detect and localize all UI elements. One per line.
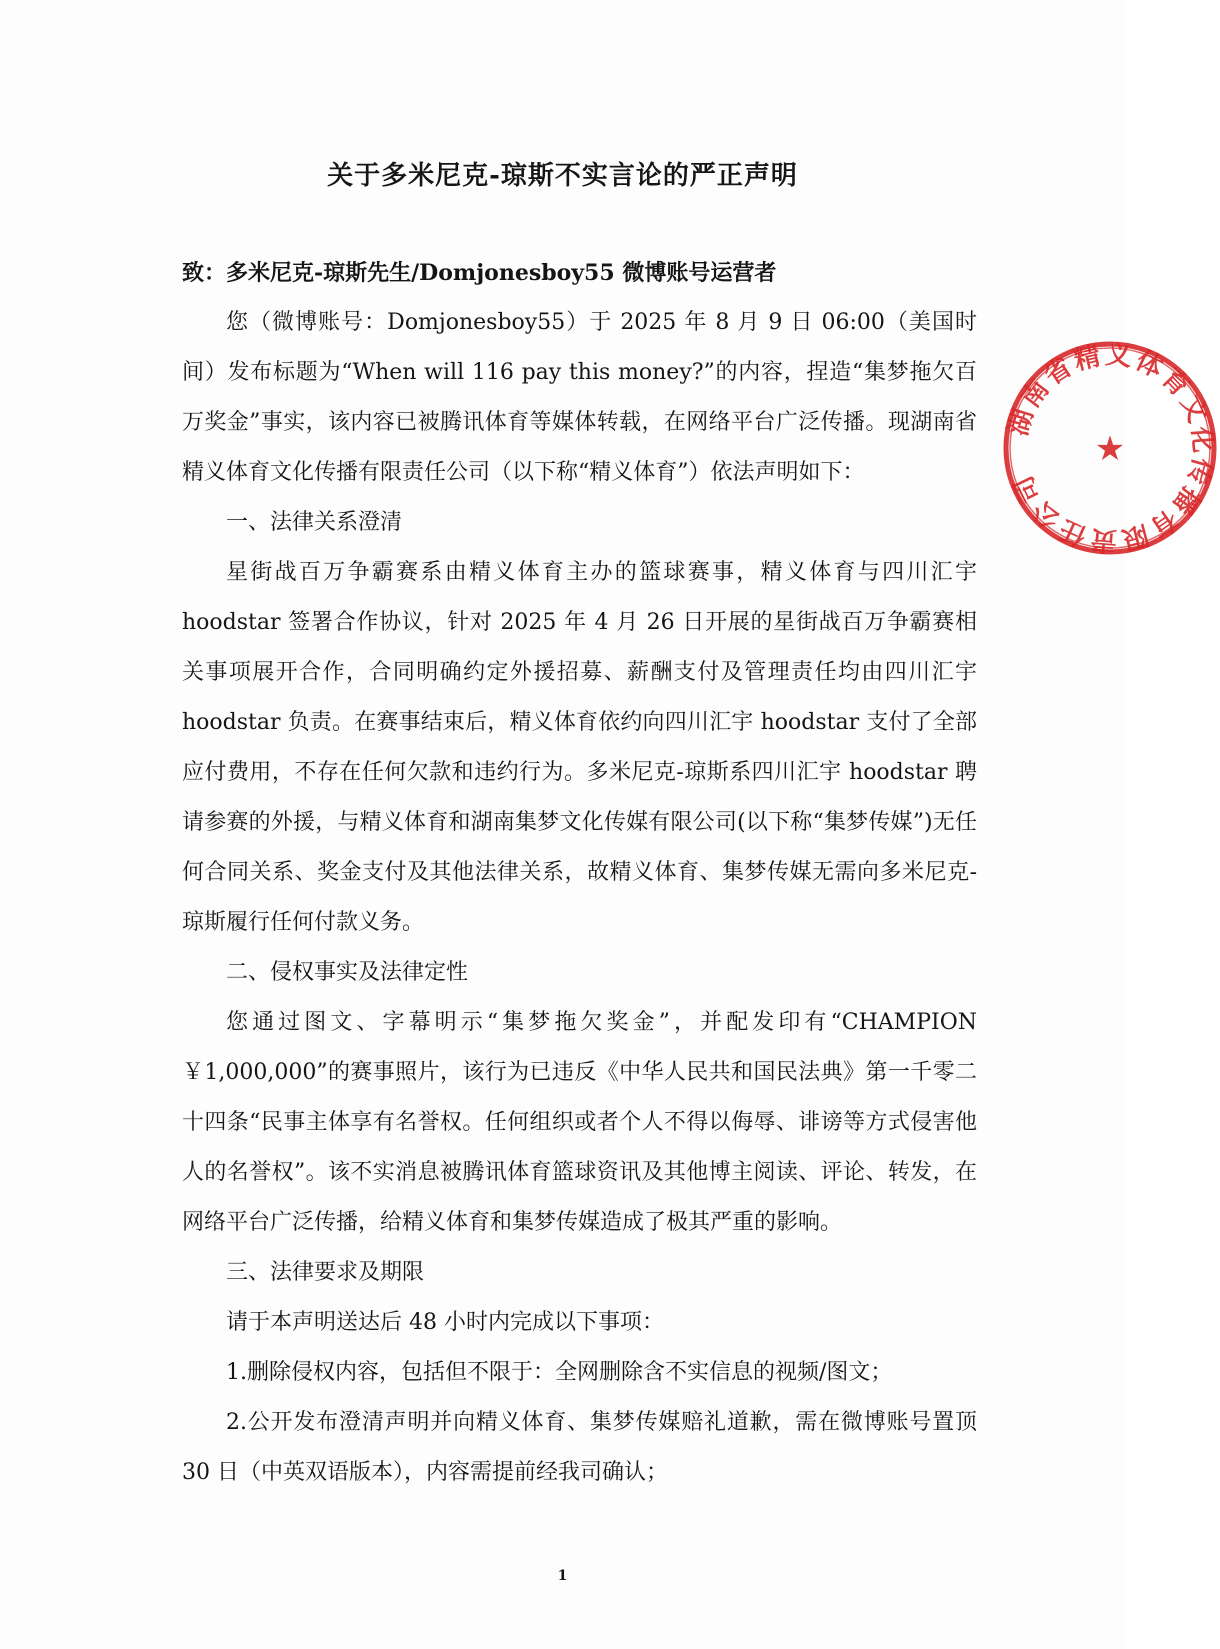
document-body (182, 248, 977, 1498)
company-seal-icon (1000, 338, 1220, 558)
seal-text: 湖南省精义体育文化传播有限责任公司 (1003, 340, 1218, 556)
section1-paragraph: 星街战百万争霸赛系由精义体育主办的篮球赛事，精义体育与四川汇宇 hoodstar 签署合作协议，针对 2025 年 4 月 26 日开展的星街战百万争霸赛相关事项展开合作，合同明确约定外援招募、薪酬支付及管理责任均由四川汇宇 hoodstar 负责。在赛事结束后，精义体育依约向四川汇宇 hoodstar 支付了全部应付费用，不存在任何欠款和违约行为。多米尼克-琼斯系四川汇宇 hoodstar 聘请参赛的外援，与精义体育和湖南集梦文化传媒有限公司(以下称“集梦传媒”)无任何合同关系、奖金支付及其他法律关系，故精义体育、集梦传媒无需向多米尼克-琼斯履行任何付款义务。 (182, 560, 977, 935)
requirement-item-2: 2.公开发布澄清声明并向精义体育、集梦传媒赔礼道歉，需在微博账号置顶 30 日（中英双语版本），内容需提前经我司确认； (182, 1410, 977, 1485)
seal-star-icon: ★ (1094, 429, 1126, 469)
section2-heading: 二、侵权事实及法律定性 (226, 960, 469, 985)
page-number: 1 (557, 1568, 568, 1584)
section1-heading: 一、法律关系澄清 (226, 510, 403, 535)
addressee-line: 致：多米尼克-琼斯先生/Domjonesboy55 微博账号运营者 (182, 260, 777, 286)
requirement-item-1: 1.删除侵权内容，包括但不限于：全网删除含不实信息的视频/图文； (226, 1360, 893, 1385)
intro-paragraph: 您（微博账号：Domjonesboy55）于 2025 年 8 月 9 日 06:00（美国时间）发布标题为“When will 116 pay this money?”的内容，捏造“集梦拖欠百万奖金”事实，该内容已被腾讯体育等媒体转载，在网络平台广泛传播。现湖南省精义体育文化传播有限责任公司（以下称“精义体育”）依法声明如下： (182, 310, 977, 485)
section3-intro: 请于本声明送达后 48 小时内完成以下事项： (226, 1310, 664, 1335)
section2-paragraph: 您通过图文、字幕明示“集梦拖欠奖金”，并配发印有“CHAMPION ￥1,000,000”的赛事照片，该行为已违反《中华人民共和国民法典》第一千零二十四条“民事主体享有名誉权。任何组织或者个人不得以侮辱、诽谤等方式侵害他人的名誉权”。该不实消息被腾讯体育篮球资讯及其他博主阅读、评论、转发，在网络平台广泛传播，给精义体育和集梦传媒造成了极其严重的影响。 (182, 1010, 977, 1235)
section3-heading: 三、法律要求及期限 (226, 1260, 425, 1285)
document-title: 关于多米尼克-琼斯不实言论的严正声明 (327, 161, 798, 191)
